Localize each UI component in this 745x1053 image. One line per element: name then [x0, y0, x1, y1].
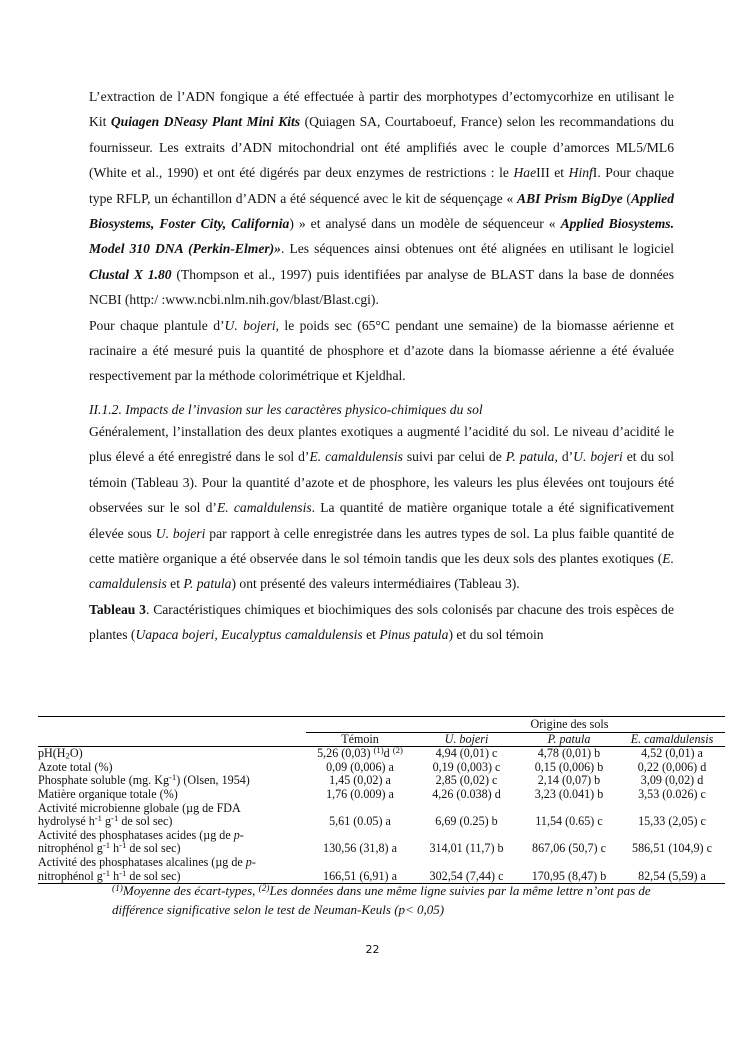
table-cell: 11,54 (0.65) c	[535, 814, 603, 829]
paragraph-soil-impacts	[89, 419, 674, 597]
column-header: P. patula	[519, 732, 619, 747]
column-header: Témoin	[306, 732, 414, 747]
text-run: Généralement, l’installation des deux plantes exotiques a augmenté l’acidité du sol. Le niveau d’acidité le plus élevé a été enregistré dans le sol d’	[89, 423, 674, 465]
table-cell: 0,19 (0,003) c	[432, 759, 501, 774]
table-row	[38, 856, 725, 884]
species-name: P. patula	[183, 576, 232, 592]
species-name: Pinus patula	[379, 627, 449, 643]
species-name: Uapaca bojeri, Eucalyptus camaldulensis	[135, 627, 363, 643]
table-cell: 6,69 (0.25) b	[435, 814, 498, 829]
text-run: (Thompson et al., 1997) puis identifiées par analyse de BLAST dans la base de données NCBI (http:/ :www.ncbi.nlm.nih.gov/blast/Blast.cgi).	[89, 266, 674, 308]
text-run: et	[362, 627, 380, 643]
paragraph-biomass	[89, 313, 674, 389]
table-cell: 3,23 (0.041) b	[534, 786, 604, 801]
text-run: ) (Olsen, 1954)	[176, 773, 250, 788]
software-name: Clustal X 1.80	[89, 266, 172, 282]
table-footnotes	[112, 881, 692, 919]
text-run: Phosphate soluble (mg. Kg	[38, 773, 170, 788]
superscript: -1	[119, 867, 127, 878]
table-cell: 1,45 (0,02) a	[329, 773, 391, 788]
table-row	[38, 774, 725, 788]
table-row	[38, 802, 725, 829]
sequencer-model: Applied Biosystems. Model 310 DNA (Perkin-Elmer)»	[89, 216, 674, 257]
text-run: . Les séquences ainsi obtenues ont été alignées en utilisant le logiciel	[280, 241, 674, 257]
table-cell: 2,85 (0,02) c	[435, 773, 498, 788]
text-run: (	[622, 190, 631, 206]
text-run: suivi par celui de	[402, 449, 506, 465]
text-run: Activité microbienne globale (µg de FDA	[38, 800, 241, 815]
enzyme-name: Hae	[513, 165, 537, 181]
text-run: Activité des phosphatases alcalines (µg de	[38, 854, 246, 869]
text-run: Pour chaque plantule d’	[89, 317, 225, 333]
company-name: Applied Biosystems, Foster City, California	[89, 190, 674, 232]
superscript: -1	[94, 813, 103, 824]
paragraph-dna-extraction	[89, 84, 674, 313]
text-run: ) ont présenté des valeurs intermédiaires (Tableau 3).	[231, 576, 520, 592]
species-name: P. patula	[505, 449, 555, 465]
text-run: nitrophénol g	[38, 868, 103, 883]
superscript: (1)	[373, 745, 384, 756]
text-run: p	[245, 854, 252, 869]
species-name: E. camaldulensis	[89, 550, 674, 592]
text-run: -	[251, 854, 256, 869]
table-cell: 3,09 (0,02) d	[640, 773, 704, 788]
table-cell: 4,78 (0,01) b	[519, 747, 619, 761]
row-label	[38, 829, 306, 856]
table-cell: 1,76 (0.009) a	[326, 786, 394, 801]
subscript: 2	[65, 750, 70, 761]
table-cell: 15,33 (2,05) c	[638, 814, 706, 829]
superscript: (2)	[258, 883, 270, 894]
text-run: de sol sec)	[118, 814, 173, 829]
superscript: -1	[111, 813, 119, 824]
row-label	[38, 774, 306, 788]
text-run: , d’	[554, 449, 574, 465]
text-run: Activité des phosphatases acides (µg de	[38, 827, 234, 842]
text-run: d	[383, 746, 393, 761]
text-run: de sol sec)	[126, 868, 181, 883]
row-label	[38, 747, 306, 761]
table-cell: 5,61 (0.05) a	[329, 814, 391, 829]
species-name: E. camaldulensis	[216, 500, 312, 516]
superscript: -1	[102, 840, 111, 851]
text-run: p	[233, 827, 240, 842]
table-row	[38, 829, 725, 856]
row-label	[38, 856, 306, 884]
table-cell: 314,01 (11,7) b	[429, 841, 504, 856]
table-cell: 586,51 (104,9) c	[632, 841, 712, 856]
table-cell: 0,09 (0,006) a	[326, 759, 394, 774]
column-header: U. bojeri	[414, 732, 519, 747]
table-cell: 4,26 (0.038) d	[432, 786, 501, 801]
text-run: g	[102, 814, 112, 829]
enzyme-name: Hinf	[568, 165, 593, 181]
group-header: Origine des sols	[414, 717, 725, 733]
text-run: nitrophénol g	[38, 841, 103, 856]
table-cell: 0,15 (0,006) b	[534, 759, 604, 774]
table-row	[38, 788, 725, 802]
text-run: -	[239, 827, 244, 842]
text-run: O)	[69, 746, 83, 761]
table-cell: 302,54 (7,44) c	[414, 856, 519, 884]
table-cell: 4,52 (0,01) a	[619, 747, 725, 761]
species-name: U. bojeri	[224, 317, 276, 333]
table-cell: 4,94 (0,01) c	[414, 747, 519, 761]
species-name: U. bojeri	[155, 525, 206, 541]
table-cell: 867,06 (50,7) c	[532, 841, 606, 856]
text-run: . Pour chaque type RFLP, un échantillon d’ADN a été séquencé avec le kit de séquençage «	[89, 165, 674, 206]
text-run: . La quantité de matière organique totale a été significativement élevée sous	[89, 500, 674, 541]
table-cell: 2,14 (0,07) b	[537, 773, 601, 788]
table-cell: 170,95 (8,47) b	[519, 856, 619, 884]
species-name: U. bojeri	[573, 449, 623, 465]
text-run: de sol sec)	[126, 841, 181, 856]
section-subheading: II.1.2. Impacts de l’invasion sur les caractères physico-chimiques du sol	[89, 401, 483, 417]
text-run: et	[166, 576, 184, 592]
superscript: -1	[102, 867, 111, 878]
text-run: hydrolysé h	[38, 814, 95, 829]
text-run: Moyenne des écart-types,	[122, 883, 259, 898]
text-run: ) et du sol témoin	[448, 627, 544, 643]
kit-name: Quiagen DNeasy Plant Mini Kits	[110, 114, 301, 130]
text-run: , le poids sec (65°C pendant une semaine) de la biomasse aérienne et racinaire a été mesuré puis la quantité de phosphore et d’azote dans la biomasse aérienne a été évaluée respectivement par la méthode colorimétrique et Kjeldhal.	[89, 317, 674, 384]
text-run: pH(H	[38, 746, 66, 761]
superscript: (2)	[392, 745, 403, 756]
table-cell: 166,51 (6,91) a	[306, 856, 414, 884]
body-text	[89, 84, 674, 648]
text-run: h	[110, 841, 120, 856]
table-cell: 3,53 (0.026) c	[638, 786, 706, 801]
row-label: Matière organique totale (%)	[38, 786, 178, 801]
superscript: -1	[169, 772, 177, 783]
text-run: et du sol témoin (Tableau 3). Pour la quantité d’azote et de phosphore, les valeurs les plus élevées ont toujours été observées sur le sol d’	[89, 449, 674, 516]
text-run: 5,26 (0,03)	[317, 746, 374, 761]
table-label: Tableau 3	[89, 601, 146, 617]
table-cell	[306, 747, 414, 761]
text-run: L’extraction de l’ADN fongique a été effectuée à partir des morphotypes d’ectomycorhize en utilisant le Kit	[89, 89, 674, 130]
table-cell: 130,56 (31,8) a	[323, 841, 397, 856]
text-run: Les données dans une même ligne suivies par la même lettre n’ont pas de différence significative selon le test de Neuman-Keuls (p< 0,05)	[112, 883, 651, 917]
table-row	[38, 747, 725, 761]
row-label	[38, 802, 306, 829]
soil-table	[38, 716, 725, 884]
table-cell: 0,22 (0,006) d	[637, 759, 707, 774]
text-run: . Caractéristiques chimiques et biochimiques des sols colonisés par chacune des trois espèces de plantes (	[89, 601, 674, 643]
text-run: h	[110, 868, 120, 883]
kit-name: ABI Prism BigDye	[517, 190, 623, 206]
text-run: III et	[536, 165, 569, 181]
table-caption	[89, 597, 674, 648]
superscript: (1)	[112, 883, 123, 894]
text-run: I	[592, 165, 598, 181]
text-run: par rapport à celle enregistrée dans les autres types de sol. La plus faible quantité de cette matière organique a été observée dans le sol témoin tandis que les deux sols des plantes exotiques (	[89, 525, 674, 566]
superscript: -1	[119, 840, 127, 851]
text-run: (Quiagen SA, Courtaboeuf, France) selon les recommandations du fournisseur. Les extraits d’ADN mitochondrial ont été amplifiés avec le couple d’amorces ML5/ML6 (White et al., 1990) et ont été digérés par deux enzymes de restrictions : le	[89, 114, 674, 181]
table-group-header-row	[38, 717, 725, 733]
species-name: E. camaldulensis	[309, 449, 403, 465]
table-cell: 82,54 (5,59) a	[619, 856, 725, 884]
column-header: E. camaldulensis	[619, 732, 725, 747]
text-run: ) » et analysé dans un modèle de séquenceur «	[289, 216, 561, 232]
row-label: Azote total (%)	[38, 759, 113, 774]
page-number: 22	[365, 943, 380, 956]
